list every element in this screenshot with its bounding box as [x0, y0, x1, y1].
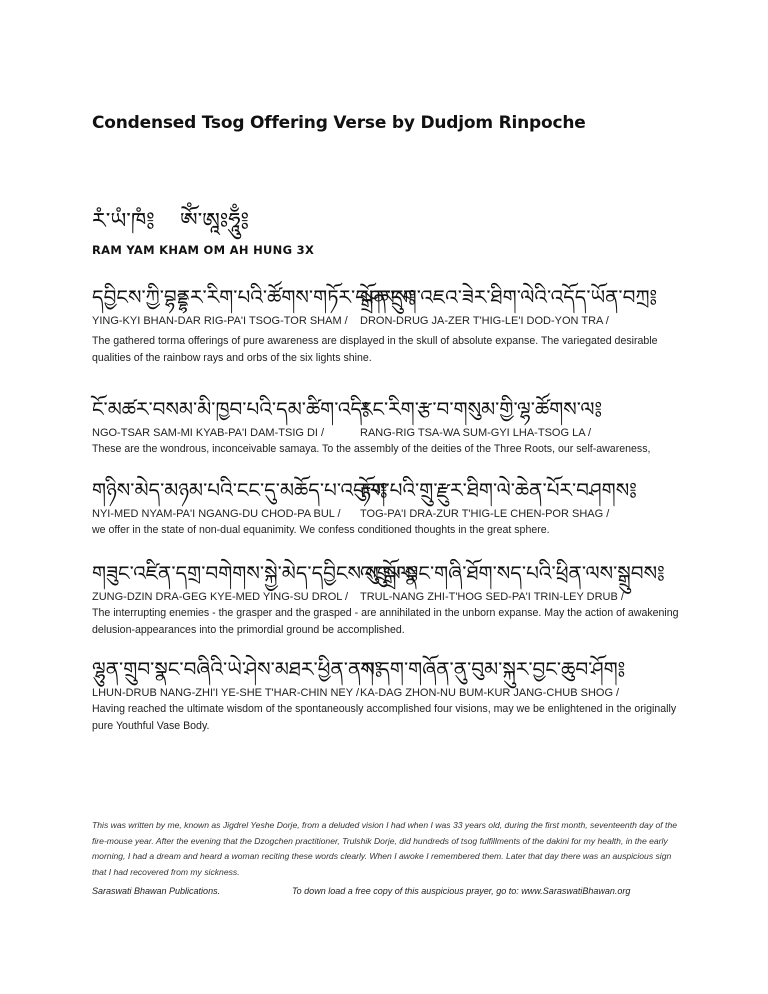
verse-phonetic-row [92, 590, 682, 605]
verse-tibetan-row [92, 282, 682, 314]
verse-block [92, 394, 682, 458]
verse-phonetic-right: TRUL-NANG ZHI-T'HOG SED-PA'I TRIN-LEY DRUB / [360, 591, 624, 603]
verse-translation: The gathered torma offerings of pure awareness are displayed in the skull of absolute expanse. The variegated desirable qualities of the rainbow rays and orbs of the six lights shine. [92, 335, 658, 364]
verse-tibetan-row [92, 654, 682, 686]
verse-block [92, 282, 682, 367]
verse-phonetic-row [92, 686, 682, 701]
verse-phonetic-row [92, 426, 682, 441]
verse-tibetan-row [92, 475, 682, 507]
verse-tibetan-left: ངོ་མཚར་བསམ་མི་ཁྱབ་པའི་དམ་ཚིག་འདི༔ [92, 397, 370, 421]
verse-translation: Having reached the ultimate wisdom of the spontaneously accomplished four visions, may we be enlightened in the originally pure Youthful Vase Body. [92, 703, 677, 732]
verse-translation: These are the wondrous, inconceivable samaya. To the assembly of the deities of the Three Roots, our self-awareness, [92, 443, 651, 455]
verse-tibetan-right: ཀ་དག་གཞོན་ནུ་བུམ་སྐུར་བྱང་ཆུབ་ཤོག༔ [360, 657, 626, 681]
verse-block [92, 654, 682, 735]
verse-tibetan-right: འཁྲུལ་སྣང་གཞི་ཐོག་སད་པའི་ཕྲིན་ལས་སྒྲུབས༔ [360, 561, 665, 585]
verse-tibetan-right: རྟོག་པའི་གྲུ་རྫུར་ཐིག་ལེ་ཆེན་པོར་བཤགས༔ [360, 478, 637, 502]
mantra-phonetic: RAM YAM KHAM OM AH HUNG 3X [92, 243, 315, 257]
verse-translation: The interrupting enemies - the grasper and the grasped - are annihilated in the unborn expanse. May the action of awakening delusion-appearances into the primordial ground be accomplished. [92, 607, 679, 636]
verse-tibetan-left: ལྷུན་གྲུབ་སྣང་བཞིའི་ཡེ་ཤེས་མཐར་ཕྱིན་ནས༔ [92, 657, 383, 681]
verse-tibetan-row [92, 394, 682, 426]
verse-tibetan-left: གཉིས་མེད་མཉམ་པའི་ངང་དུ་མཆོད་པ་འབུལ༔ [92, 478, 388, 502]
verse-phonetic-right: TOG-PA'I DRA-ZUR T'HIG-LE CHEN-POR SHAG / [360, 508, 610, 520]
verse-tibetan-left: གཟུང་འཛིན་དགྲ་བགེགས་སྐྱེ་མེད་དབྱིངས་སུ་སྒྲོལ༔ [92, 561, 419, 585]
verse-phonetic-right: RANG-RIG TSA-WA SUM-GYI LHA-TSOG LA / [360, 427, 592, 439]
verse-tibetan-right: སྒྲོན་དྲུག་འཇའ་ཟེར་ཐིག་ལེའི་འདོད་ཡོན་བཀྲ༔ [360, 285, 658, 309]
verse-phonetic-left: NYI-MED NYAM-PA'I NGANG-DU CHOD-PA BUL / [92, 508, 341, 520]
verse-phonetic-row [92, 314, 682, 329]
verse-phonetic-left: NGO-TSAR SAM-MI KYAB-PA'I DAM-TSIG DI / [92, 427, 325, 439]
verse-phonetic-left: YING-KYI BHAN-DAR RIG-PA'I TSOG-TOR SHAM / [92, 315, 348, 327]
verse-tibetan-right: རང་རིག་རྩ་བ་གསུམ་གྱི་ལྷ་ཚོགས་ལ༔ [360, 397, 603, 421]
colophon-footnote: This was written by me, known as Jigdrel Yeshe Dorje, from a deluded vision I had when I was 33 years old, during the first month, seventeenth day of the fire-mouse year. After the evening that the Dzogchen practitioner, Trulshik Dorje, did hundreds of tsog fulfillments of the dakini for my health, in the early morning, I had a dream and heard a woman reciting these words clearly. When I awoke I remembered them. Later that day there was an auspicious sign that I had recovered from my sickness. [92, 820, 678, 877]
verse-tibetan-row [92, 558, 682, 590]
download-notice: To down load a free copy of this auspicious prayer, go to: www.SaraswatiBhawan.org [292, 886, 631, 896]
verse-translation: we offer in the state of non-dual equanimity. We confess conditioned thoughts in the great sphere. [92, 524, 550, 536]
verse-phonetic-left: LHUN-DRUB NANG-ZHI'I YE-SHE T'HAR-CHIN NEY / [92, 687, 360, 699]
verse-phonetic-right: KA-DAG ZHON-NU BUM-KUR JANG-CHUB SHOG / [360, 687, 620, 699]
verse-phonetic-row [92, 507, 682, 522]
mantra-tibetan-om-ah-hung: ཨོཾ་ཨཱཿཧཱུྃ༔ [180, 209, 249, 234]
verse-block [92, 475, 682, 539]
page-title: Condensed Tsog Offering Verse by Dudjom Rinpoche [92, 113, 586, 133]
verse-tibetan-left: དབྱིངས་ཀྱི་བྷནྡྷར་རིག་པའི་ཚོགས་གཏོར་བཤམས༔ [92, 285, 416, 309]
verse-phonetic-left: ZUNG-DZIN DRA-GEG KYE-MED YING-SU DROL / [92, 591, 349, 603]
publisher-credit: Saraswati Bhawan Publications. [92, 886, 221, 896]
verse-phonetic-right: DRON-DRUG JA-ZER T'HIG-LE'I DOD-YON TRA / [360, 315, 609, 327]
mantra-tibetan-seed-syllables: རཾ་ཡཾ་ཁཾ༔ [92, 209, 155, 234]
verse-block [92, 558, 682, 639]
